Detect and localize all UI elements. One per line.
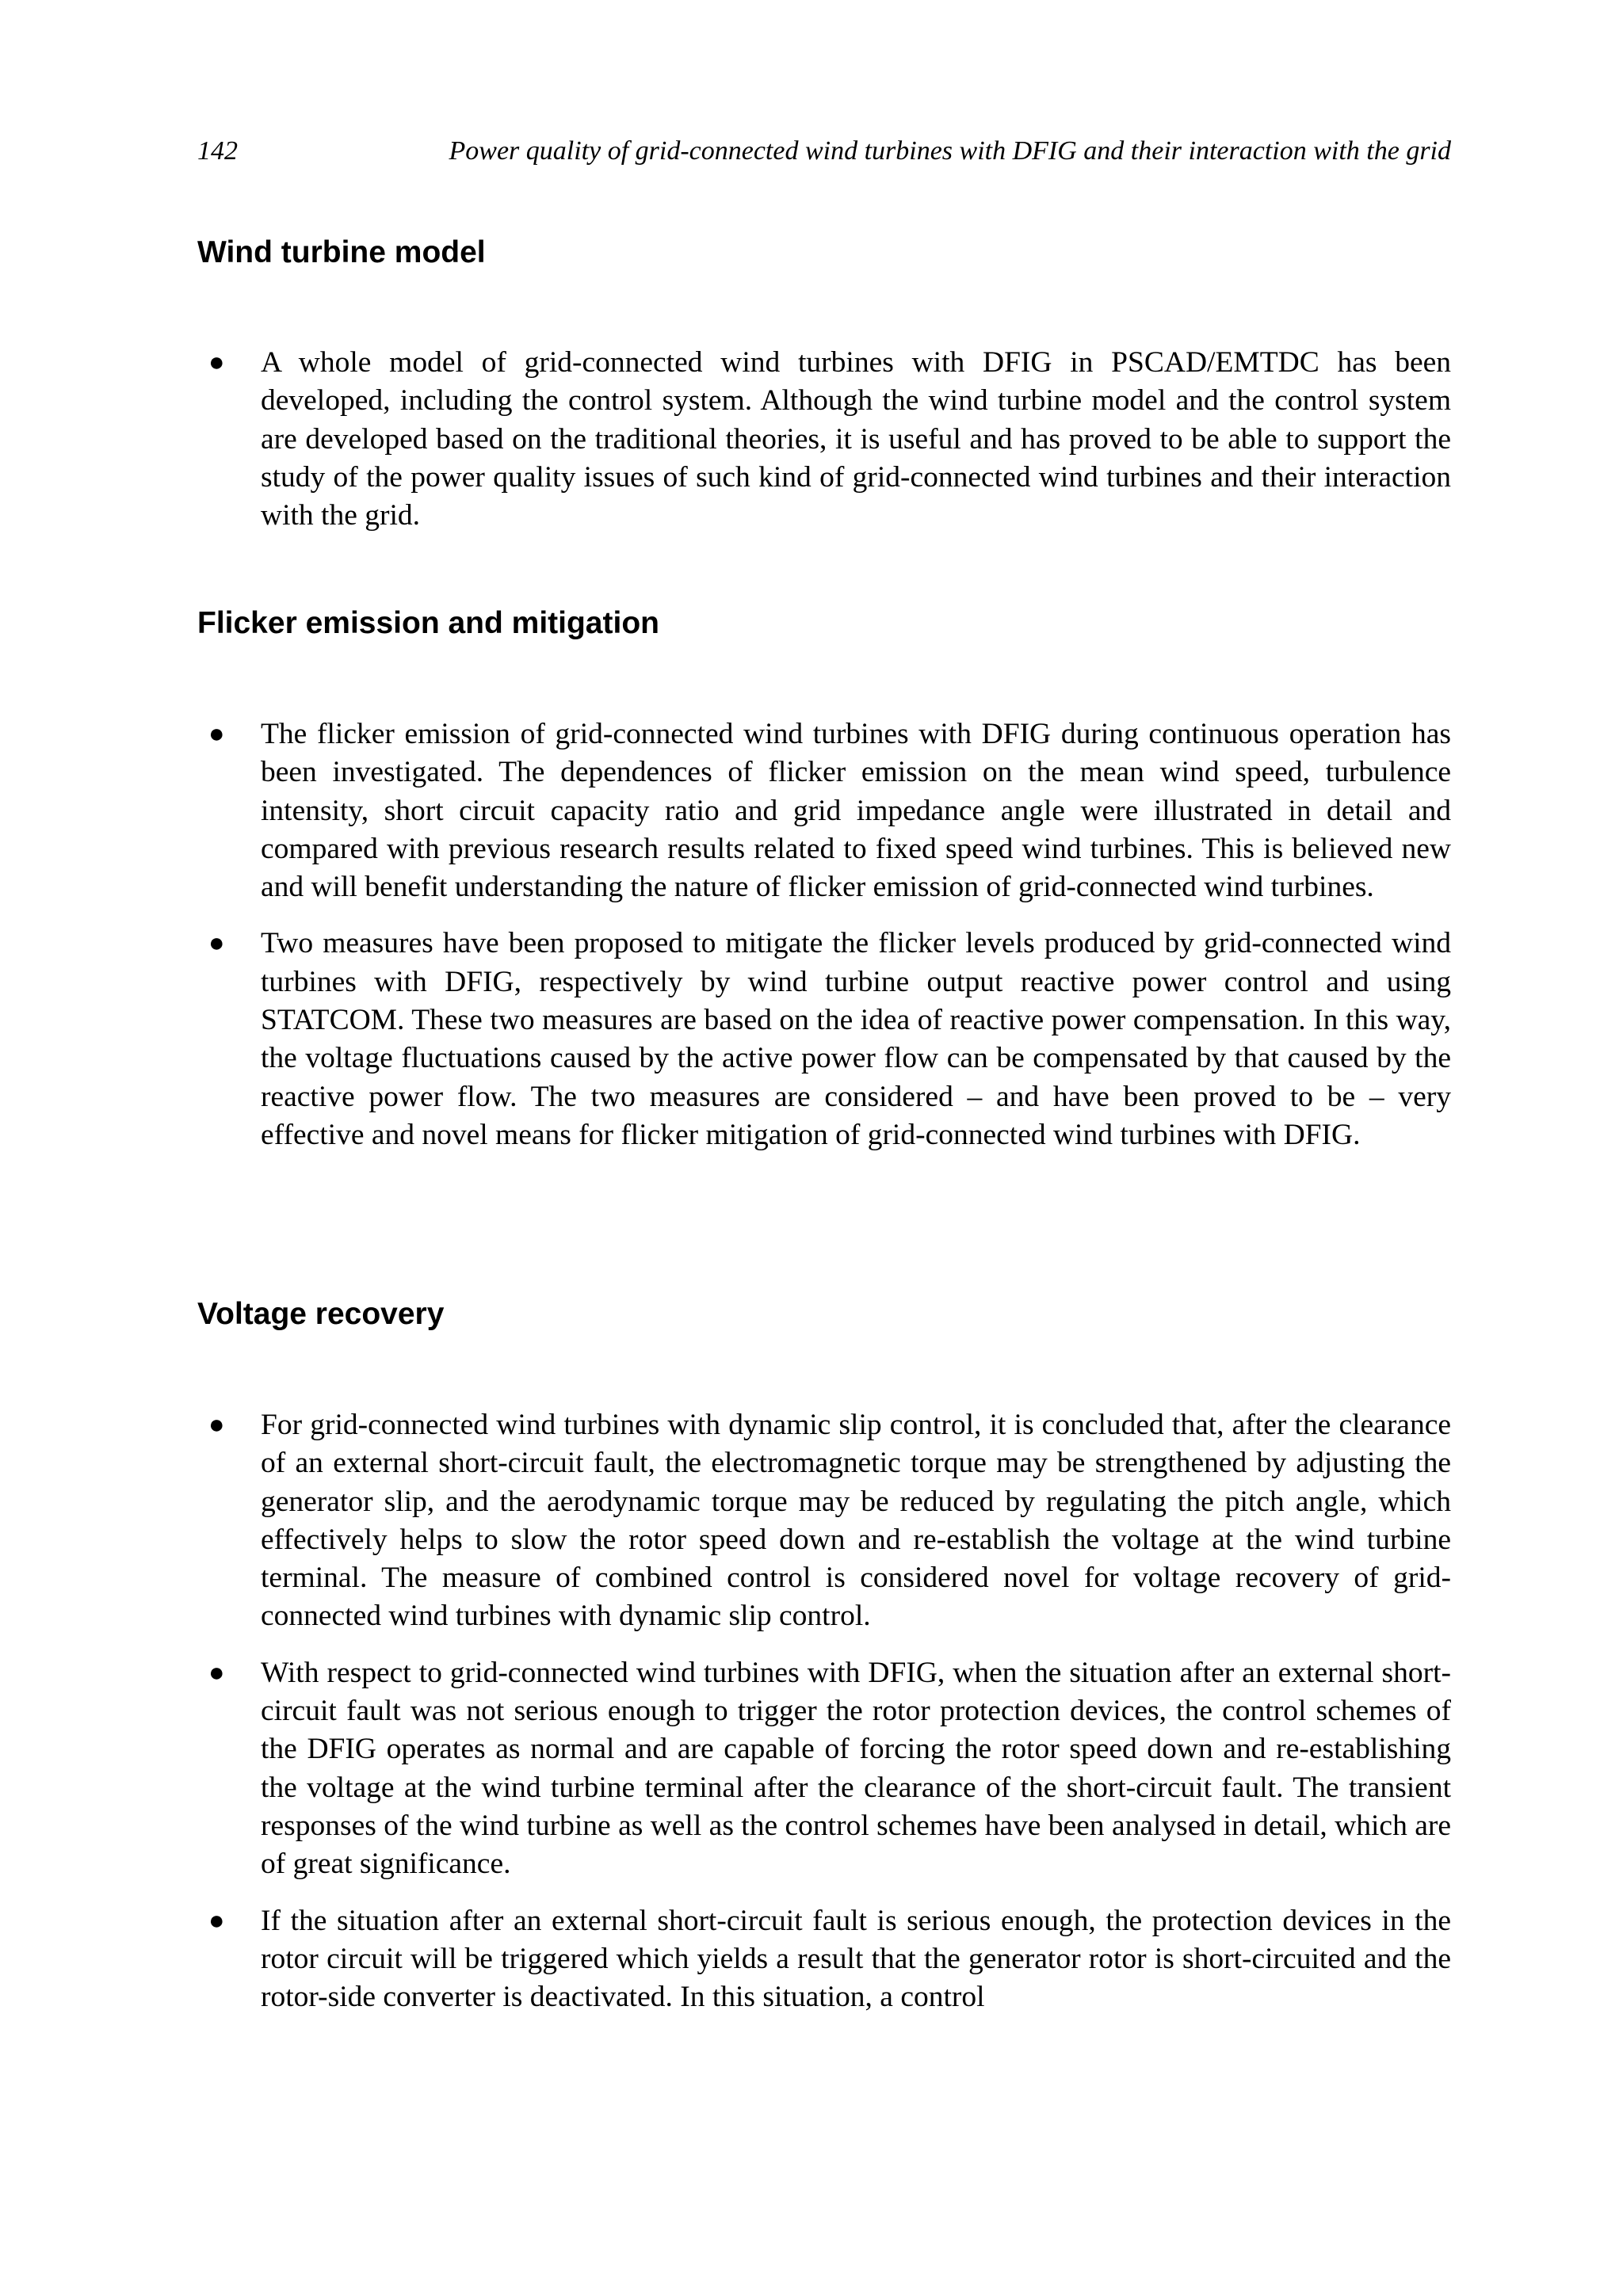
running-header-title: Power quality of grid-connected wind turbines with DFIG and their interaction with the grid — [449, 136, 1451, 166]
section-heading-wind-turbine-model: Wind turbine model — [197, 235, 486, 269]
list-item — [197, 344, 1451, 535]
bullet-list-flicker-emission — [197, 715, 1451, 1154]
list-item-text: If the situation after an external short-circuit fault is serious enough, the protection devices in the rotor circuit will be triggered which yields a result that the generator rotor is short-circuited and the rotor-side converter is deactivated. In this situation, a control — [261, 1904, 1451, 2014]
page-number: 142 — [197, 136, 238, 166]
bullet-icon: ● — [208, 348, 225, 377]
list-item-text: For grid-connected wind turbines with dynamic slip control, it is concluded that, after the clearance of an external short-circuit fault, the electromagnetic torque may be strengthened by adjusting the generator slip, and the aerodynamic torque may be reduced by regulating the pitch angle, which effectively helps to slow the rotor speed down and re-establish the voltage at the wind turbine terminal. The measure of combined control is considered novel for voltage recovery of grid-connected wind turbines with dynamic slip control. — [261, 1409, 1451, 1633]
bullet-icon: ● — [208, 1905, 225, 1936]
section-heading-flicker-emission: Flicker emission and mitigation — [197, 606, 659, 640]
list-item — [197, 1654, 1451, 1884]
section-heading-voltage-recovery: Voltage recovery — [197, 1297, 445, 1331]
bullet-icon: ● — [208, 929, 225, 959]
bullet-list-wind-turbine-model — [197, 344, 1451, 535]
list-item-text: A whole model of grid-connected wind turbines with DFIG in PSCAD/EMTDC has been developed, including the control system. Although the wind turbine model and the control system are developed based on the traditional theories, it is useful and has proved to be able to support the study of the power quality issues of such kind of grid-connected wind turbines and their interaction with the grid. — [261, 346, 1451, 532]
list-item — [197, 715, 1451, 906]
list-item-text: The flicker emission of grid-connected wind turbines with DFIG during continuous operation has been investigated. The dependences of flicker emission on the mean wind speed, turbulence intensity, short circuit capacity ratio and grid impedance angle were illustrated in detail and compared with previous research results related to fixed speed wind turbines. This is believed new and will benefit understanding the nature of flicker emission of grid-connected wind turbines. — [261, 718, 1451, 904]
list-item-text: Two measures have been proposed to mitigate the flicker levels produced by grid-connected wind turbines with DFIG, respectively by wind turbine output reactive power control and using STATCOM. These two measures are based on the idea of reactive power compensation. In this way, the voltage fluctuations caused by the active power flow can be compensated by that caused by the reactive power flow. The two measures are considered – and have been proved to be – very effective and novel means for flicker mitigation of grid-connected wind turbines with DFIG. — [261, 927, 1451, 1151]
bullet-icon: ● — [208, 1657, 225, 1688]
list-item — [197, 1902, 1451, 2017]
bullet-list-voltage-recovery — [197, 1406, 1451, 2016]
running-header — [197, 132, 1451, 171]
list-item-text: With respect to grid-connected wind turbines with DFIG, when the situation after an external short-circuit fault was not serious enough to trigger the rotor protection devices, the control schemes of the DFIG operates as normal and are capable of forcing the rotor speed down and re-establishing the voltage at the wind turbine terminal after the clearance of the short-circuit fault. The transient responses of the wind turbine as well as the control schemes have been analysed in detail, which are of great significance. — [261, 1656, 1451, 1881]
bullet-icon: ● — [208, 1410, 225, 1440]
list-item — [197, 925, 1451, 1154]
bullet-icon: ● — [208, 719, 225, 749]
list-item — [197, 1406, 1451, 1636]
